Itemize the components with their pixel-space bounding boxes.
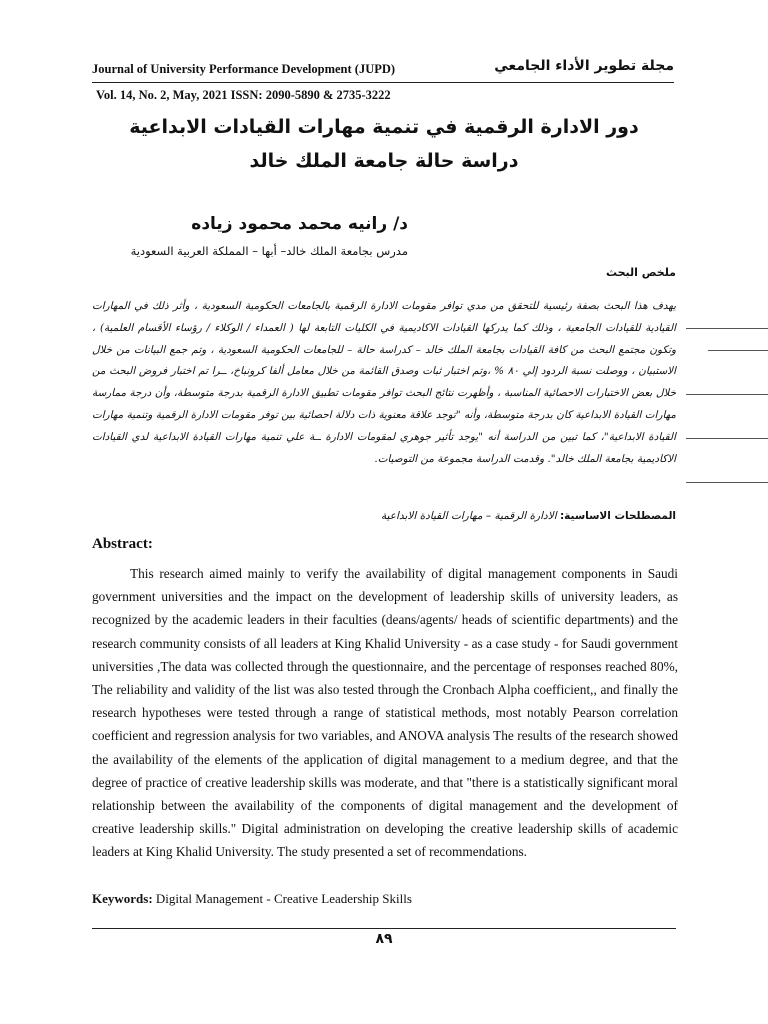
arabic-abstract-heading: ملخص البحث	[605, 266, 676, 279]
margin-rule	[686, 482, 768, 483]
paper-title-line1: دور الادارة الرقمية في تنمية مهارات القيادات الابداعية	[129, 116, 639, 138]
footer-rule	[92, 928, 676, 929]
author-name: د/ رانيه محمد محمود زياده	[191, 214, 408, 234]
arabic-abstract-text: يهدف هذا البحث بصفة رئيسية للتحقق من مدي توافر مقومات الادارة الرقمية بالجامعات الحكومية السعودية ، وأثر ذلك في المهارات القيادية للقيادات الجامعية ، وذلك كما يدركها القيادات الاكاديمية في الكليات التابعة لها ( العمداء / الوكلاء / رؤساء الأقسام العلمية) ، وتكون مجتمع البحث من كافة القيادات بجامعة الملك خالد – كدراسة حالة – للجامعات الحكومية السعودية ، وتم جمع البيانات من خلال الاستبيان ، ووصلت نسبة الردود إلي ٨٠ % ،وتم اختبار ثبات وصدق القائمة من خلال معامل ألفا كرونباخ، ‫ــرا تم اختبار فروض البحث من خلال بعض الاختبارات الاحصائية المناسبة ، وأظهرت نتائج البحث توافر مقومات تطبيق الادارة الرقمية بدرجة متوسطة، وأن درجة ممارسة مهارات القيادة الابداعية كان بدرجة متوسطة، وأنه "توجد علاقة معنوية ذات دلالة احصائية بين توفر مقومات الادارة الرقمية وتنمية مهارات القيادة الابداعية"، كما تبين من الدراسة أنه "يوجد تأثير جوهري لمقومات الادارة ‫ــة علي تنمية مهارات القيادة الابداعية لدي القيادات الاكاديمية بجامعة الملك خالد". وقدمت الدراسة مجموعة من التوصيات.	[92, 300, 676, 465]
volume-info: Vol. 14, No. 2, May, 2021 ISSN: 2090-5890 & 2735-3222	[96, 88, 391, 102]
author-affiliation: مدرس بجامعة الملك خالد– أبها – المملكة العربية السعودية	[130, 244, 408, 258]
margin-rule	[708, 350, 768, 351]
arabic-keywords-label: المصطلحات الاساسية:	[559, 510, 676, 522]
keywords	[92, 891, 412, 907]
margin-rule	[686, 328, 768, 329]
margin-rule	[686, 394, 768, 395]
keywords-label: Keywords:	[92, 891, 153, 906]
arabic-keywords	[381, 510, 676, 522]
arabic-keywords-value: الادارة الرقمية – مهارات القيادة الابداعية	[380, 510, 557, 522]
header-rule	[92, 82, 674, 83]
journal-title-ar: مجلة تطوير الأداء الجامعي	[494, 58, 674, 74]
keywords-value: Digital Management - Creative Leadership Skills	[152, 891, 412, 906]
margin-rule	[686, 438, 768, 439]
paper-title-line2: دراسة حالة جامعة الملك خالد	[249, 150, 519, 172]
abstract-body: This research aimed mainly to verify the availability of digital management components in Saudi government universities and the impact on the development of leadership skills of university leaders, as recognized by the academic leaders in their faculties (deans/agents/ heads of scientific departments) and the research community consists of all leaders at King Khalid University - as a case study - for Saudi government universities ,The data was collected through the questionnaire, and the percentage of responses reached 80%, The reliability and validity of the list was also tested through the Cronbach Alpha coefficient,, and finally the research hypotheses were tested through a range of statistical methods, most notably Pearson correlation coefficient and regression analysis for two variables, and ANOVA analysis The results of the research showed the availability of the elements of the application of digital management to a medium degree, and that the degree of practice of creative leadership skills was moderate, and that "there is a statistically significant moral relationship between the availability of the components of digital management and the development of creative leadership skills." Digital administration on developing the creative leadership skills of academic leaders at King Khalid University. The study presented a set of recommendations.	[92, 566, 678, 860]
journal-title-en: Journal of University Performance Development (JUPD)	[92, 62, 396, 76]
page-number: ٨٩	[375, 931, 393, 947]
abstract-heading: Abstract:	[92, 536, 153, 552]
